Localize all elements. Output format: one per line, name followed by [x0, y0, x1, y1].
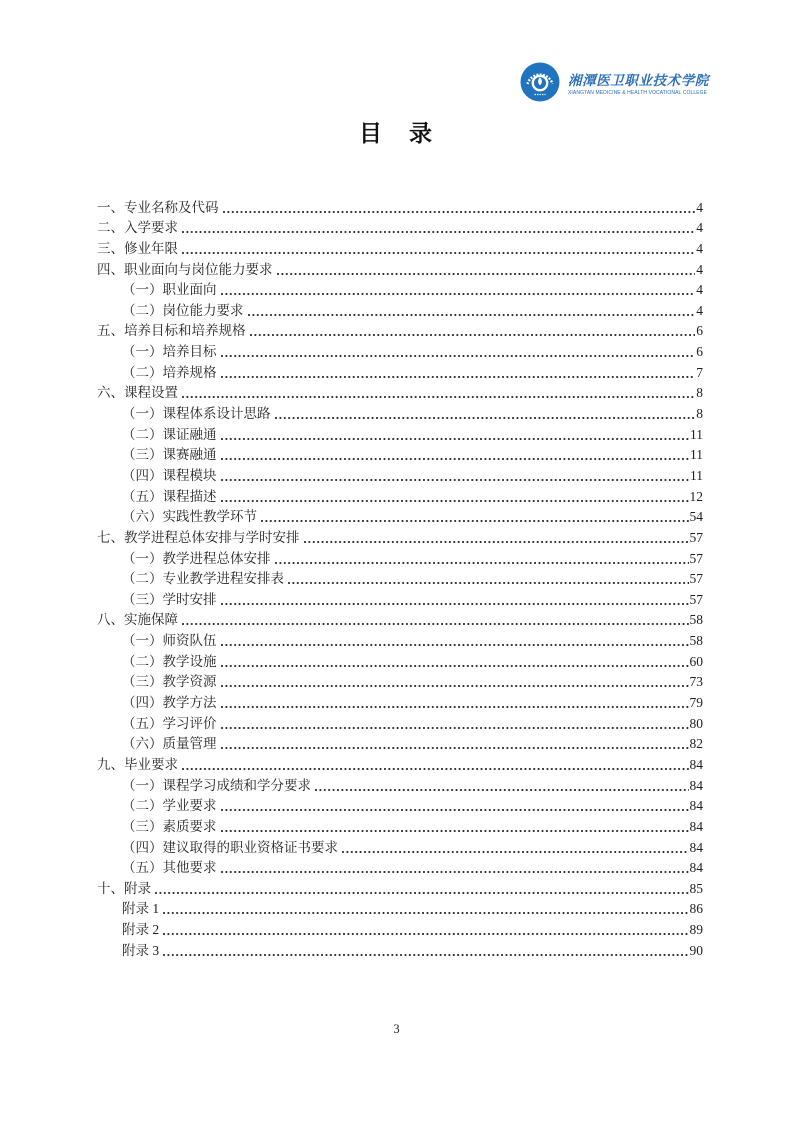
toc-entry-label: （二）教学设施 [122, 653, 217, 669]
toc-entry[interactable] [97, 670, 703, 691]
toc-entry[interactable] [97, 484, 703, 505]
dot-leader-icon [221, 808, 689, 812]
dot-leader-icon [163, 911, 688, 915]
toc-entry-page: 84 [689, 798, 703, 814]
toc-entry-label: （一）职业面向 [122, 282, 217, 298]
toc-entry[interactable] [97, 649, 703, 670]
toc-entry[interactable] [97, 814, 703, 835]
toc-entry-page: 54 [689, 509, 703, 525]
toc-entry-label: （二）培养规格 [122, 364, 217, 380]
toc-entry[interactable] [97, 938, 703, 959]
college-name-block [568, 69, 709, 96]
toc-entry[interactable] [97, 298, 703, 319]
toc-entry[interactable] [97, 463, 703, 484]
toc-entry-page: 11 [690, 447, 703, 463]
dot-leader-icon [223, 210, 696, 214]
toc-entry[interactable] [97, 319, 703, 340]
dot-leader-icon [221, 457, 690, 461]
dot-leader-icon [221, 292, 696, 296]
toc-entry[interactable] [97, 339, 703, 360]
dot-leader-icon [221, 746, 689, 750]
toc-entry[interactable] [97, 856, 703, 877]
toc-entry[interactable] [97, 443, 703, 464]
college-header [520, 62, 709, 102]
toc-entry[interactable] [97, 278, 703, 299]
dot-leader-icon [221, 643, 689, 647]
toc-entry-label: （一）教学进程总体安排 [122, 550, 271, 566]
toc-entry[interactable] [97, 897, 703, 918]
toc-entry-page: 4 [696, 282, 703, 298]
toc-entry-label: （一）师资队伍 [122, 633, 217, 649]
toc-entry[interactable] [97, 257, 703, 278]
toc-entry-label: 七、教学进程总体安排与学时安排 [97, 529, 300, 545]
dot-leader-icon [163, 953, 688, 957]
dot-leader-icon [221, 870, 689, 874]
toc-entry-page: 58 [689, 633, 703, 649]
toc-entry-page: 57 [689, 529, 703, 545]
dot-leader-icon [221, 664, 689, 668]
dot-leader-icon [315, 788, 689, 792]
dot-leader-icon [221, 354, 696, 358]
dot-leader-icon [221, 437, 690, 441]
toc-entry-page: 73 [689, 674, 703, 690]
toc-entry-label: 四、职业面向与岗位能力要求 [97, 261, 273, 277]
toc-entry[interactable] [97, 835, 703, 856]
dot-leader-icon [342, 850, 689, 854]
toc-entry-label: 附录 1 [122, 901, 160, 917]
dot-leader-icon [277, 272, 696, 276]
toc-entry-page: 8 [696, 385, 703, 401]
toc-entry-page: 4 [696, 261, 703, 277]
toc-entry-page: 4 [696, 240, 703, 256]
dot-leader-icon [182, 622, 689, 626]
toc-entry-label: （四）建议取得的职业资格证书要求 [122, 839, 338, 855]
toc-entry-label: （一）课程学习成绩和学分要求 [122, 777, 311, 793]
dot-leader-icon [261, 519, 689, 523]
toc-entry-label: （二）岗位能力要求 [122, 302, 244, 318]
dot-leader-icon [304, 540, 689, 544]
dot-leader-icon [221, 602, 689, 606]
dot-leader-icon [275, 561, 689, 565]
toc-entry-label: （一）培养目标 [122, 344, 217, 360]
toc-entry[interactable] [97, 608, 703, 629]
toc-entry-page: 12 [689, 488, 703, 504]
toc-entry[interactable] [97, 525, 703, 546]
toc-entry[interactable] [97, 360, 703, 381]
toc-entry-page: 4 [696, 199, 703, 215]
toc-entry-page: 57 [689, 591, 703, 607]
toc-entry-label: 八、实施保障 [97, 612, 178, 628]
toc-entry-label: （三）课赛融通 [122, 447, 217, 463]
toc-entry-page: 11 [690, 426, 703, 442]
toc-entry-label: 三、修业年限 [97, 240, 178, 256]
dot-leader-icon [182, 251, 695, 255]
college-emblem-icon [520, 62, 560, 102]
toc-entry-label: 九、毕业要求 [97, 756, 178, 772]
toc-entry[interactable] [97, 422, 703, 443]
toc-entry-label: （二）学业要求 [122, 798, 217, 814]
toc-entry[interactable] [97, 876, 703, 897]
toc-entry-label: （三）学时安排 [122, 591, 217, 607]
dot-leader-icon [182, 767, 689, 771]
dot-leader-icon [182, 230, 695, 234]
dot-leader-icon [182, 395, 695, 399]
toc-entry-page: 85 [689, 880, 703, 896]
toc-entry[interactable] [97, 195, 703, 216]
toc-entry[interactable] [97, 401, 703, 422]
toc-entry-page: 84 [689, 818, 703, 834]
toc-entry-page: 84 [689, 777, 703, 793]
toc-entry[interactable] [97, 917, 703, 938]
toc-entry-label: 附录 2 [122, 922, 160, 938]
toc-entry-page: 6 [696, 323, 703, 339]
toc-entry-page: 7 [696, 364, 703, 380]
college-name-zh: 湘潭医卫职业技术学院 [568, 72, 709, 88]
toc-list [97, 195, 703, 959]
toc-entry-page: 11 [690, 467, 703, 483]
toc-entry[interactable] [97, 567, 703, 588]
toc-entry-label: （三）教学资源 [122, 674, 217, 690]
toc-entry-label: （五）课程描述 [122, 488, 217, 504]
toc-entry-page: 4 [696, 220, 703, 236]
toc-entry[interactable] [97, 773, 703, 794]
toc-title: 目 录 [359, 121, 434, 146]
toc-entry-label: 六、课程设置 [97, 385, 178, 401]
toc-entry-page: 82 [689, 736, 703, 752]
toc-entry-page: 60 [689, 653, 703, 669]
toc-entry-label: 一、专业名称及代码 [97, 199, 219, 215]
toc-entry-label: （六）质量管理 [122, 736, 217, 752]
toc-entry-label: （二）课证融通 [122, 426, 217, 442]
toc-entry-label: 附录 3 [122, 942, 160, 958]
toc-entry-label: （六）实践性教学环节 [122, 509, 257, 525]
toc-entry-page: 84 [689, 839, 703, 855]
toc-entry-label: （二）专业教学进程安排表 [122, 571, 284, 587]
toc-entry[interactable] [97, 690, 703, 711]
toc-entry[interactable] [97, 752, 703, 773]
toc-entry[interactable] [97, 587, 703, 608]
dot-leader-icon [221, 829, 689, 833]
dot-leader-icon [221, 705, 689, 709]
toc-entry-page: 84 [689, 756, 703, 772]
toc-entry-page: 86 [689, 901, 703, 917]
toc-entry-page: 58 [689, 612, 703, 628]
toc-entry[interactable] [97, 505, 703, 526]
toc-entry[interactable] [97, 732, 703, 753]
toc-entry-label: 十、附录 [97, 880, 151, 896]
toc-entry-page: 79 [689, 695, 703, 711]
toc-entry-label: 五、培养目标和培养规格 [97, 323, 246, 339]
toc-entry-label: （三）素质要求 [122, 818, 217, 834]
toc-entry-label: （五）其他要求 [122, 860, 217, 876]
toc-entry-label: （五）学习评价 [122, 715, 217, 731]
toc-entry[interactable] [97, 794, 703, 815]
toc-entry[interactable] [97, 216, 703, 237]
toc-entry-label: （一）课程体系设计思路 [122, 406, 271, 422]
toc-entry-label: （四）教学方法 [122, 695, 217, 711]
toc-entry-page: 8 [696, 406, 703, 422]
dot-leader-icon [248, 313, 696, 317]
college-name-en: XIANGTAN MEDICINE & HEALTH VOCATIONAL COLLEGE [568, 89, 708, 96]
toc-entry-page: 90 [689, 942, 703, 958]
dot-leader-icon [221, 478, 690, 482]
toc-entry[interactable] [97, 381, 703, 402]
dot-leader-icon [221, 375, 696, 379]
toc-entry[interactable] [97, 628, 703, 649]
page-number: 3 [393, 1022, 400, 1036]
toc-entry-page: 6 [696, 344, 703, 360]
toc-entry[interactable] [97, 711, 703, 732]
toc-entry-page: 57 [689, 550, 703, 566]
toc-entry-label: 二、入学要求 [97, 220, 178, 236]
dot-leader-icon [250, 333, 696, 337]
toc-entry-page: 80 [689, 715, 703, 731]
dot-leader-icon [155, 891, 689, 895]
toc-entry[interactable] [97, 546, 703, 567]
dot-leader-icon [221, 499, 689, 503]
dot-leader-icon [288, 581, 689, 585]
dot-leader-icon [163, 932, 688, 936]
dot-leader-icon [275, 416, 696, 420]
toc-entry-page: 84 [689, 860, 703, 876]
toc-entry-page: 4 [696, 302, 703, 318]
toc-entry[interactable] [97, 236, 703, 257]
toc-entry-page: 89 [689, 922, 703, 938]
toc-entry-label: （四）课程模块 [122, 467, 217, 483]
toc-entry-page: 57 [689, 571, 703, 587]
dot-leader-icon [221, 684, 689, 688]
dot-leader-icon [221, 726, 689, 730]
